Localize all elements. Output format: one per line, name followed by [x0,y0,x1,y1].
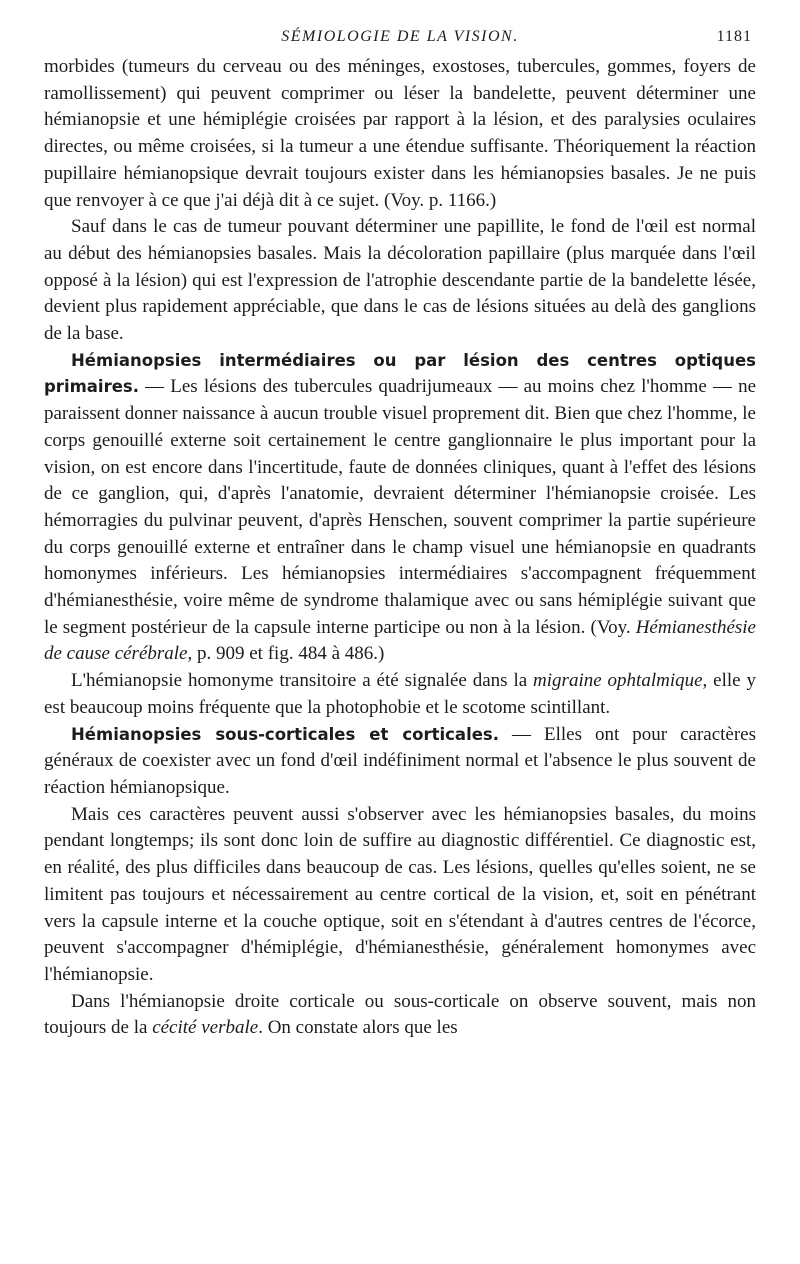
paragraph-text: — Les lésions des tubercules quadrijumeaux — au moins chez l'homme — ne paraissent donner naissance à aucun trouble visuel proprement dit. Bien que chez l'homme, le corps genouillé externe soit certainement le centre ganglionnaire le plus important pour la vision, on est encore dans l'incertitude, faute de données cliniques, quant à l'effet des lésions de ce ganglion, qui, d'après l'anatomie, devraient déterminer l'hémianopsie croisée. Les hémorragies du pulvinar peuvent, d'après Henschen, souvent comprimer la partie supérieure du corps genouillé externe et entraîner dans le champ visuel une hémianopsie en quadrants homonymes inférieurs. Les hémianopsies intermédiaires s'accompagnent fréquemment d'hémianesthésie, voire même de syndrome thalamique avec ou sans hémiplégie suivant que le segment postérieur de la capsule interne participe ou non à la lésion. (Voy. [44,376,756,638]
paragraph-text: Mais ces caractères peuvent aussi s'observer avec les hémianopsies basales, du moins pendant longtemps; ils sont donc loin de suffire au diagnostic différentiel. Ce diagnostic est, en réalité, des plus difficiles dans beaucoup de cas. Les lésions, quelles qu'elles soient, ne se limitent pas toujours et nécessairement au centre cortical de la vision, et, soit en pénétrant vers la capsule interne et la couche optique, soit en s'étendant à d'autres centres de l'écorce, peuvent s'accompagner d'hémiplégie, d'hémianesthésie, généralement homonymes avec l'hémianopsie. [44,803,756,985]
paragraph-4 [44,668,756,721]
section-heading: Hémianopsies intermédiaires ou par lésion des centres optiques primaires. [44,350,756,397]
body-text [44,54,756,1042]
paragraph-text: , p. 909 et fig. 484 à 486.) [187,643,385,665]
paragraph-7 [44,989,756,1042]
paragraph-5 [44,722,756,802]
running-header [44,22,756,54]
running-title: SÉMIOLOGIE DE LA VISION. [281,28,519,45]
paragraph-text: Sauf dans le cas de tumeur pouvant déterminer une papillite, le fond de l'œil est normal au début des hémianopsies basales. Mais la décoloration papillaire (plus marquée dans l'œil opposé à la lésion) qui est l'expression de l'atrophie descendante partie de la bandelette lésée, devient plus rapidement appréciable, que dans le cas de lésions situées au delà des ganglions de la base. [44,216,756,345]
paragraph-6 [44,802,756,989]
section-heading: Hémianopsies sous-corticales et corticales. [71,724,500,744]
paragraph-text: L'hémianopsie homonyme transitoire a été signalée dans la [71,670,534,692]
paragraph-text: Dans l'hémianopsie droite corticale ou sous-corticale on observe souvent, mais non toujours de la [44,990,756,1039]
page-number: 1181 [716,28,752,45]
paragraph-text: . On constate alors que les [258,1017,458,1039]
paragraph-text: , elle y est beaucoup moins fréquente que la photophobie et le scotome scintillant. [44,670,756,718]
paragraph-2 [44,214,756,348]
paragraph-text: morbides (tumeurs du cerveau ou des méninges, exostoses, tubercules, gommes, foyers de ramollissement) qui peuvent comprimer ou léser la bandelette, peuvent déterminer une hémianopsie et une hémiplégie croisées par rapport à la lésion, et des paralysies oculaires directes, ou même croisées, si la tumeur a une étendue suffisante. Théoriquement la réaction pupillaire hémianopsique devrait toujours exister dans les hémianopsies basales. Je ne puis que renvoyer à ce que j'ai déjà dit à ce sujet. (Voy. p. 1166.) [44,56,756,211]
italic-term: cécité verbale [152,1017,259,1039]
paragraph-text: — Elles ont pour caractères généraux de coexister avec un fond d'œil indéfiniment normal et l'absence le plus souvent de réaction hémianopsique. [44,723,756,798]
paragraph-3 [44,348,756,668]
paragraph-1 [44,54,756,214]
italic-term: migraine ophtalmique [533,670,703,692]
italic-reference: Hémianesthésie de cause cérébrale [44,616,756,665]
